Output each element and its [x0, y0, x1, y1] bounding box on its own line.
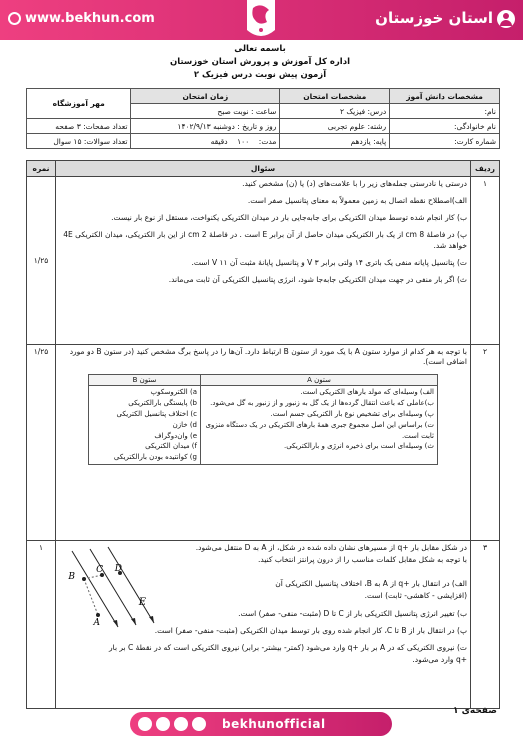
- field-field: رشته: علوم تجربی: [280, 119, 390, 134]
- statement-b: ب) کار انجام شده توسط میدان الکتریکی برای جابه‌جایی بار در میدان الکتریکی یکنواخت، مستقل از نوع بار نیست.: [111, 213, 467, 223]
- social-bar: [130, 712, 392, 736]
- telegram-icon[interactable]: [174, 717, 188, 731]
- list-item: a) الکتروسکوپ: [150, 388, 197, 397]
- question-body: [56, 345, 471, 541]
- part-a-line-2: (افزایشی - کاهشی- ثابت) است.: [364, 591, 467, 601]
- list-item: f) میدان الکتریکی: [145, 442, 197, 451]
- list-item: ب)عاملی که باعث انتقال گرده‌ها از یک گل به زنبور و از زنبور به گل می‌شود.: [210, 399, 434, 408]
- question-row-1: [27, 177, 500, 345]
- question-body: [56, 177, 471, 345]
- list-item: g) کوانتیده بودن بارالکتریکی: [113, 453, 197, 462]
- title-line-1: باسمه تعالی: [234, 44, 286, 54]
- name-field: نام:: [390, 104, 500, 119]
- list-item: b) پایستگی بارالکتریکی: [128, 399, 197, 408]
- exam-header: مشخصات امتحان: [280, 89, 390, 104]
- list-item: d) خازن: [172, 420, 197, 429]
- list-item: c) اختلاف پتانسیل الکتریکی: [116, 409, 197, 418]
- question-intro: با توجه به هر کدام از موارد ستون A با یک مورد از ستون B ارتباط دارد. آن‌ها را در پاسخ برگ مشخص کنید (در ستون B دو مورد اضافی است).: [69, 347, 467, 367]
- question-number: ۳: [471, 541, 500, 709]
- part-a-line-1: الف) در انتقال بار +q از A به B، اختلاف پتانسیل الکتریکی آن: [275, 579, 467, 589]
- part-d-line-1: ت) نیروی الکتریکی که در A بر بار +q وارد می‌شود (کمتر- بیشتر- برابر) نیروی الکتریکی است که در نقطهٔ C بر بار: [109, 642, 467, 652]
- family-field: نام خانوادگی:: [390, 119, 500, 134]
- question-score: ۱/۲۵: [27, 345, 56, 541]
- question-score: ۱/۲۵: [27, 177, 56, 345]
- title-line-3: آزمون پیش نوبت درس فیزیک ۲: [193, 70, 327, 80]
- question-row-2: [27, 345, 500, 541]
- globe-icon: [8, 12, 21, 25]
- question-score: ۱: [27, 541, 56, 709]
- label-d: D: [114, 564, 122, 574]
- list-item: الف) وسیله‌ای که مولد بارهای الکتریکی است.: [300, 388, 434, 397]
- row-header: ردیف: [471, 161, 500, 177]
- question-intro-2: با توجه به شکل مقابل کلمات مناسب را از درون پرانتز انتخاب کنید.: [258, 555, 467, 565]
- column-a-header: ستون A: [201, 375, 438, 386]
- score-header: نمره: [27, 161, 56, 177]
- whatsapp-icon[interactable]: [192, 717, 206, 731]
- question-number: ۱: [471, 177, 500, 345]
- column-a-items: [201, 386, 438, 465]
- statement-a: الف)اصطلاح نقطه اتصال به زمین معمولاً به معنای پتانسیل صفر است.: [247, 196, 467, 206]
- questions-count-field: تعداد سوالات: ۱۵ سوال: [27, 134, 131, 149]
- grade-field: پایه: یازدهم: [280, 134, 390, 149]
- list-item: ت) براساس این اصل مجموع جبری همهٔ بارهای الکتریکی در یک دستگاه منزوی ثابت است.: [205, 420, 434, 440]
- instagram-icon[interactable]: [138, 717, 152, 731]
- page-number: صفحه‌ی ۱: [452, 706, 497, 716]
- part-c: پ) در انتقال بار از B تا C، کار انجام شده روی بار توسط میدان الکتریکی (مثبت- منفی- صفر) است.: [154, 625, 467, 635]
- statement-c: پ) در فاصلهٔ 8 cm از یک بار الکتریکی میدان حاصل از آن برابر E است . در فاصلهٔ 2 cm از این بار الکتریکی، میدان الکتریکی 4E خواهد شد.: [63, 230, 467, 250]
- statement-d: ت) پتانسیل پایانه منفی یک باتری ۱۴ ولتی برابر V ۳ و پتانسیل پایانهٔ مثبت آن V ۱۱ است.: [191, 257, 467, 267]
- question-intro: در شکل مقابل بار +q از مسیرهای نشان داده شده در شکل، از A به D منتقل می‌شود.: [195, 543, 467, 552]
- student-header: مشخصات دانش آموز: [390, 89, 500, 104]
- seal-header: مهر آموزشگاه: [27, 89, 131, 119]
- pages-field: تعداد صفحات: ۳ صفحه: [27, 119, 131, 134]
- course-field: درس: فیزیک ۲: [280, 104, 390, 119]
- label-b: B: [68, 572, 75, 582]
- statement-e: ث) اگر بار منفی در جهت میدان الکتریکی جابه‌جا شود، انرژی پتانسیل الکتریکی آن ثابت می‌ماند.: [168, 274, 467, 284]
- list-item: ث) وسیله‌ای است برای ذخیره انرژی و بارالکتریکی.: [283, 442, 434, 451]
- list-item: پ) وسیله‌ای برای تشخیص نوع بار الکتریکی جسم است.: [270, 409, 434, 418]
- questions-table: [26, 160, 500, 709]
- label-c: C: [96, 565, 103, 575]
- column-b-items: [89, 386, 201, 465]
- question-body: [56, 541, 471, 709]
- bekhun-logo-icon: [241, 0, 281, 40]
- card-field: شماره کارت:: [390, 134, 500, 149]
- part-d-line-2: +q وارد می‌شود.: [412, 654, 467, 664]
- youtube-icon[interactable]: [156, 717, 170, 731]
- label-e: E: [138, 597, 146, 608]
- question-row-3: [27, 541, 500, 709]
- matching-table: [88, 374, 438, 465]
- duration-field: مدت: ۱۰۰ دقیقه: [131, 134, 280, 149]
- question-intro: درستی یا نادرستی جمله‌های زیر را با علامت‌های (د) یا (ن) مشخص کنید.: [242, 179, 467, 188]
- title-line-2: اداره کل آموزش و پرورش استان خوزستان: [170, 57, 350, 67]
- label-a: A: [93, 618, 100, 628]
- part-b: ب) تغییر انرژی پتانسیل الکتریکی بار از C تا D (مثبت- منفی- صفر) است.: [238, 608, 467, 618]
- column-b-header: ستون B: [89, 375, 201, 386]
- time-header: زمان امتحان: [131, 89, 280, 104]
- list-item: e) وان‌دوگراف: [154, 431, 197, 440]
- user-icon: [497, 10, 515, 28]
- hour-field: ساعت : نوبت صبح: [131, 104, 280, 119]
- date-field: روز و تاریخ : دوشنبه ۱۴۰۲/۹/۱۳: [131, 119, 280, 134]
- site-link[interactable]: www.bekhun.com: [8, 11, 155, 26]
- question-number: ۲: [471, 345, 500, 541]
- province-title: استان خوزستان: [375, 9, 493, 27]
- field-diagram: [62, 545, 162, 637]
- question-header: سئوال: [56, 161, 471, 177]
- exam-info-table: [26, 88, 500, 149]
- social-handle[interactable]: bekhunofficial: [222, 717, 326, 731]
